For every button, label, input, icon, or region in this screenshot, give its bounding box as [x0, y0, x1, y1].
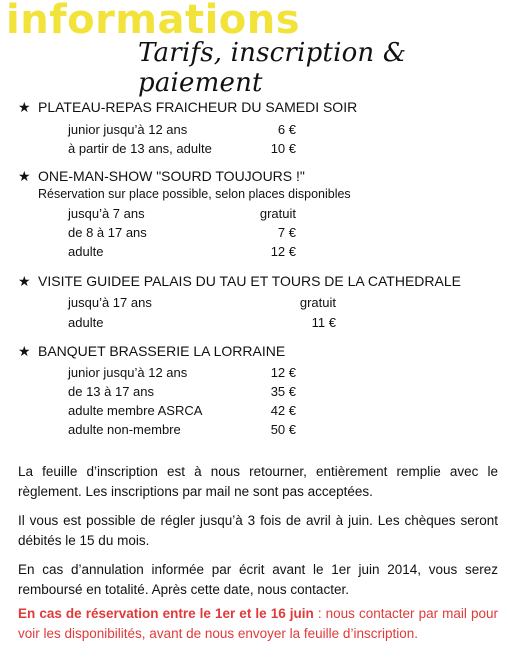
price-label: de 13 à 17 ans: [68, 384, 155, 399]
price-value: 10 €: [270, 141, 296, 156]
info-paragraph-payment: Il vous est possible de régler jusqu’à 3 fois de avril à juin. Les chèques seront débités le 15 du mois.: [18, 513, 498, 548]
section-plateau-repas: [18, 99, 357, 116]
price-label: junior jusqu’à 12 ans: [68, 365, 188, 380]
price-value: 35 €: [270, 384, 296, 399]
section-visite-guidee: [18, 273, 461, 290]
info-paragraph-late-booking: [18, 604, 498, 644]
price-value: 12 €: [270, 365, 296, 380]
star-icon: ★: [18, 343, 31, 359]
section-title: VISITE GUIDEE PALAIS DU TAU ET TOURS DE LA CATHEDRALE: [38, 273, 461, 289]
section-title: BANQUET BRASSERIE LA LORRAINE: [38, 343, 286, 359]
price-value: gratuit: [259, 206, 296, 221]
price-label: de 8 à 17 ans: [68, 225, 147, 240]
section-title: ONE-MAN-SHOW "SOURD TOUJOURS !": [38, 168, 305, 184]
star-icon: ★: [18, 99, 31, 115]
price-value: 12 €: [270, 244, 296, 259]
price-label: adulte non-membre: [68, 422, 181, 437]
price-label: jusqu’à 17 ans: [68, 295, 152, 310]
page-subtitle: Tarifs, inscription & paiement: [138, 38, 407, 98]
info-paragraph-registration: La feuille d’inscription est à nous retourner, entièrement remplie avec le règlement. Les inscriptions par mail ne sont pas acceptées.: [18, 464, 498, 499]
section-title: PLATEAU-REPAS FRAICHEUR DU SAMEDI SOIR: [38, 99, 358, 115]
price-label: jusqu’à 7 ans: [68, 206, 145, 221]
section-note: Réservation sur place possible, selon places disponibles: [38, 187, 351, 201]
price-label: à partir de 13 ans, adulte: [68, 141, 212, 156]
price-value: 11 €: [311, 315, 336, 330]
section-banquet: [18, 343, 285, 360]
star-icon: ★: [18, 168, 31, 184]
star-icon: ★: [18, 273, 31, 289]
price-value: 7 €: [277, 225, 296, 240]
price-label: adulte: [68, 315, 104, 330]
alert-detail: : nous contacter par mail pour voir les disponibilités, avant de nous envoyer la feuille d’inscription.: [18, 606, 499, 641]
price-value: 50 €: [270, 422, 296, 437]
page-title: informations: [6, 0, 301, 43]
price-label: adulte: [68, 244, 104, 259]
price-value: 42 €: [270, 403, 296, 418]
alert-text: En cas de réservation entre le 1er et le 16 juin: [18, 606, 314, 621]
price-value: 6 €: [277, 122, 296, 137]
price-label: adulte membre ASRCA: [68, 403, 203, 418]
price-label: junior jusqu’à 12 ans: [68, 122, 188, 137]
section-one-man-show: [18, 168, 305, 185]
info-paragraph-cancellation: En cas d’annulation informée par écrit avant le 1er juin 2014, vous serez remboursé en totalité. Après cette date, nous contacter.: [18, 562, 498, 597]
price-value: gratuit: [299, 295, 336, 310]
